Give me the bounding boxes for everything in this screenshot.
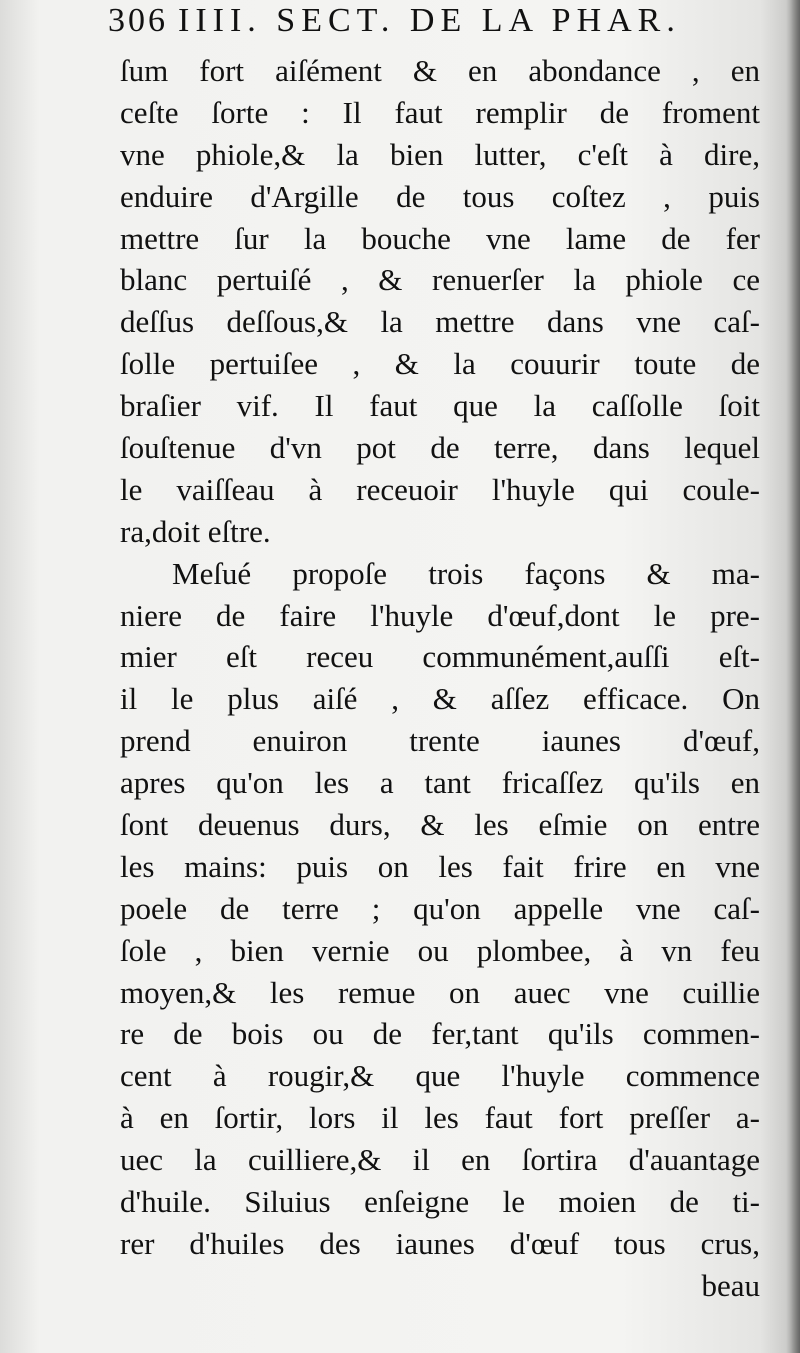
text-line: d'huile. Siluius enſeigne le moien de ti- xyxy=(120,1184,760,1220)
running-header xyxy=(108,2,748,46)
text-line: braſier vif. Il faut que la caſſolle ſoit xyxy=(120,388,760,424)
text-line: ceſte ſorte : Il faut remplir de froment xyxy=(120,94,760,130)
text-line: apres qu'on les a tant fricaſſez qu'ils en xyxy=(120,765,760,801)
text-line: il le plus aiſé , & aſſez efficace. On xyxy=(120,681,760,717)
text-line: prend enuiron trente iaunes d'œuf, xyxy=(120,723,760,759)
text-line: uec la cuilliere,& il en ſortira d'auantage xyxy=(120,1142,760,1178)
text-line: deſſus deſſous,& la mettre dans vne caſ- xyxy=(120,304,760,340)
gutter-shadow xyxy=(786,0,800,1353)
text-line: cent à rougir,& que l'huyle commence xyxy=(120,1058,760,1094)
text-line: blanc pertuiſé , & renuerſer la phiole ce xyxy=(120,262,760,298)
catchword: beau xyxy=(701,1267,760,1303)
text-line: vne phiole,& la bien lutter, c'eſt à dire, xyxy=(120,136,760,172)
text-line: moyen,& les remue on auec vne cuillie xyxy=(120,974,760,1010)
text-line: niere de faire l'huyle d'œuf,dont le pre- xyxy=(120,597,760,633)
text-line: à en ſortir, lors il les faut fort preſſer a- xyxy=(120,1100,760,1136)
text-line: rer d'huiles des iaunes d'œuf tous crus, xyxy=(120,1225,760,1261)
text-line: ſouſtenue d'vn pot de terre, dans lequel xyxy=(120,430,760,466)
text-line: ſum fort aiſément & en abondance , en xyxy=(120,53,760,88)
paragraph-start-line: Meſué propoſe trois façons & ma- xyxy=(172,555,760,591)
text-line: le vaiſſeau à receuoir l'huyle qui coule- xyxy=(120,471,760,507)
text-line: mier eſt receu communément,auſſi eſt- xyxy=(120,639,760,675)
text-line: ſole , bien vernie ou plombee, à vn feu xyxy=(120,932,760,968)
text-line: ſont deuenus durs, & les eſmie on entre xyxy=(120,807,760,843)
text-line: ſolle pertuiſee , & la couurir toute de xyxy=(120,346,760,382)
text-line: les mains: puis on les fait frire en vne xyxy=(120,848,760,884)
text-line: enduire d'Argille de tous coſtez , puis xyxy=(120,178,760,214)
text-line: poele de terre ; qu'on appelle vne caſ- xyxy=(120,890,760,926)
body-text xyxy=(120,50,760,1307)
paragraph-end-line: ra,doit eſtre. xyxy=(120,513,271,549)
running-title: IIII. SECT. DE LA PHAR. xyxy=(178,2,681,39)
text-line: re de bois ou de fer,tant qu'ils commen- xyxy=(120,1016,760,1052)
text-line: mettre ſur la bouche vne lame de fer xyxy=(120,220,760,256)
page-number: 306 xyxy=(108,2,168,39)
